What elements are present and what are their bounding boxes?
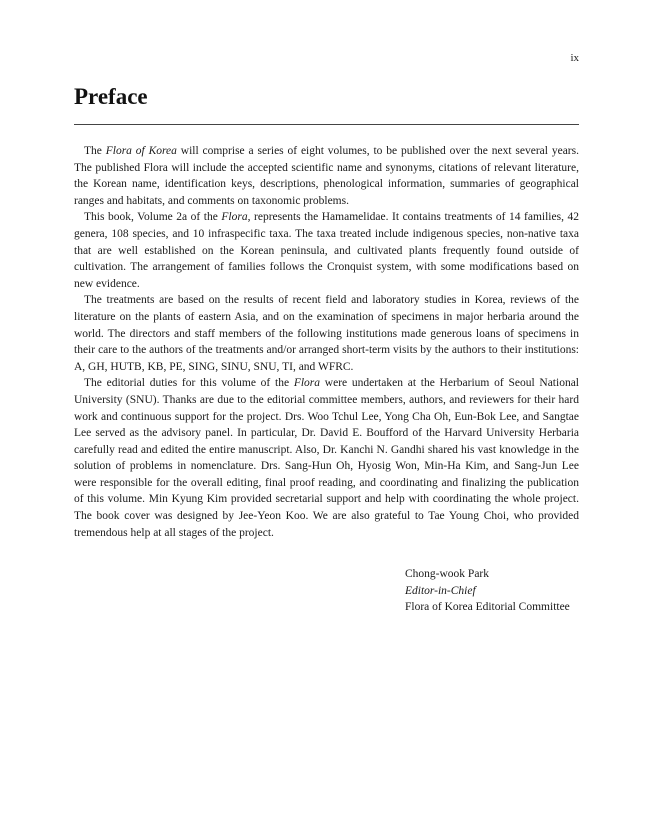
- page-title: Preface: [74, 84, 148, 109]
- signature-role-italic: Editor-in-Chief: [405, 584, 476, 597]
- signature-organization: Flora of Korea Editorial Committee: [405, 601, 570, 614]
- paragraph-1: [74, 143, 579, 209]
- paragraph-1-start: The: [84, 145, 106, 157]
- signature-role: [405, 583, 570, 600]
- preface-body: [74, 143, 579, 541]
- page-number: ix: [570, 52, 579, 64]
- paragraph-2-rest: , represents the Hamamelidae. It contains treatments of 14 families, 42 genera, 108 species, and 10 infraspecific taxa. The taxa treated include indigenous species, non-native taxa that are well established on the Korean peninsula, and cultivated plants frequently found outside of cultivation. The arrangement of families follows the Cronquist system, with some modifications based on new evidence.: [74, 211, 579, 290]
- signature-block: [405, 566, 570, 616]
- paragraph-4-rest: were undertaken at the Herbarium of Seoul National University (SNU). Thanks are due to the editorial committee members, authors, and reviewers for their hard work and continuous support for the project. Drs. Woo Tchul Lee, Yong Cha Oh, Eun-Bok Lee, and Sangtae Lee served as the advisory panel. In particular, Dr. David E. Boufford of the Harvard University Herbaria carefully read and edited the entire manuscript. Also, Dr. Kanchi N. Gandhi shared his vast knowledge in the solution of problems in nomenclature. Drs. Sang-Hun Oh, Hyosig Won, Min-Ha Kim, and Sang-Jun Lee were responsible for the overall editing, final proof reading, and coordinating and finalizing the publication of this volume. Min Kyung Kim provided secretarial support and help with coordinating the whole project. The book cover was designed by Jee-Yeon Koo. We are also grateful to Tae Young Choi, who provided tremendous help at all stages of the project.: [74, 377, 579, 539]
- paragraph-1-rest: will comprise a series of eight volumes, to be published over the next several years. The published Flora will include the accepted scientific name and synonyms, citations of relevant literature, the Korean name, identification keys, descriptions, phenological information, summaries of geographical ranges and habitats, and comments on taxonomic problems.: [74, 145, 579, 207]
- paragraph-2-start: This book, Volume 2a of the: [84, 211, 222, 224]
- signature-name: Chong-wook Park: [405, 568, 490, 580]
- flora-title-italic: Flora: [221, 211, 248, 224]
- title-rule: [74, 124, 579, 125]
- flora-title-italic: Flora: [293, 377, 321, 390]
- paragraph-4: [74, 375, 579, 541]
- paragraph-3: The treatments are based on the results of recent field and laboratory studies in Korea, reviews of the literature on the plants of eastern Asia, and on the examination of specimens in major herbaria around the world. The directors and staff members of the following institutions made generous loans of specimens in their care to the authors of the treatments and/or arranged short-term visits by the authors to their institutions: A, GH, HUTB, KB, PE, SING, SINU, SNU, TI, and WFRC.: [74, 294, 579, 373]
- paragraph-2: [74, 209, 579, 292]
- flora-title-italic: Flora of Korea: [105, 145, 177, 157]
- paragraph-4-start: The editorial duties for this volume of the: [84, 377, 294, 390]
